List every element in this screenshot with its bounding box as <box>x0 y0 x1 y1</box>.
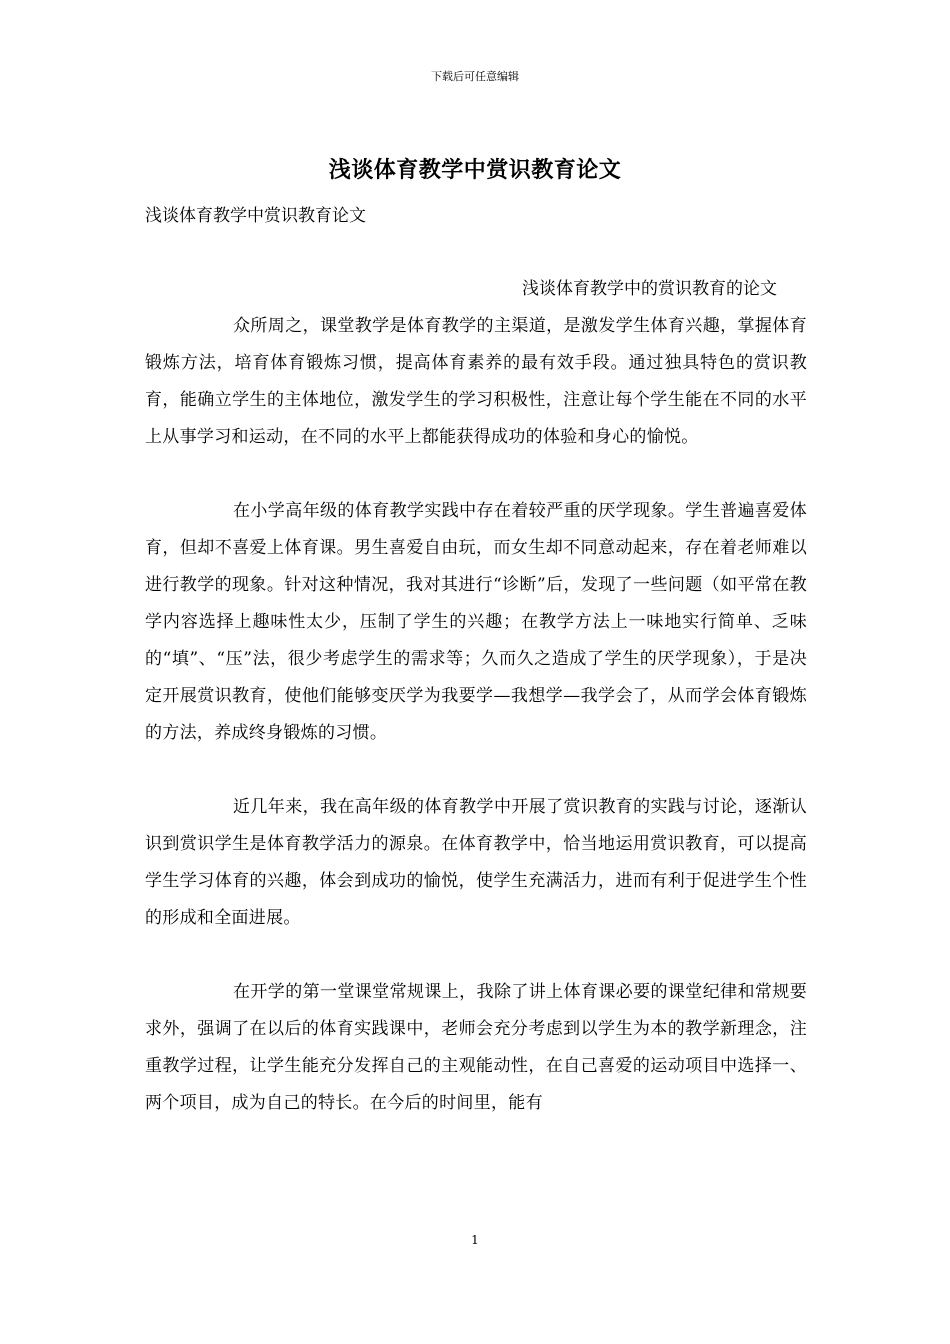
paragraph-4: 在开学的第一堂课堂常规课上，我除了讲上体育课必要的课堂纪律和常规要求外，强调了在以后的体育实践课中，老师会充分考虑到以学生为本的教学新理念，注重教学过程，让学生能充分发挥自己的主观能动性，在自己喜爱的运动项目中选择一、两个项目，成为自己的特长。在今后的时间里，能有 <box>145 982 807 1113</box>
paragraph-1: 众所周之，课堂教学是体育教学的主渠道，是激发学生体育兴趣，掌握体育锻炼方法，培育体育锻炼习惯，提高体育素养的最有效手段。通过独具特色的赏识教育，能确立学生的主体地位，激发学生的学习积极性，注意让每个学生能在不同的水平上从事学习和运动，在不同的水平上都能获得成功的体验和身心的愉悦。 <box>145 316 807 447</box>
section-heading: 浅谈体育教学中的赏识教育的论文 <box>522 279 777 299</box>
paragraph-spacer <box>145 456 807 493</box>
paragraph-3: 近几年来，我在高年级的体育教学中开展了赏识教育的实践与讨论，逐渐认识到赏识学生是体育教学活力的源泉。在体育教学中，恰当地运用赏识教育，可以提高学生学习体育的兴趣，体会到成功的愉悦，使学生充满活力，进而有利于促进学生个性的形成和全面进展。 <box>145 797 807 928</box>
paragraph-spacer <box>145 752 807 789</box>
document-title: 浅谈体育教学中赏识教育论文 <box>328 157 622 183</box>
paragraph-spacer <box>145 937 807 974</box>
page-number: 1 <box>471 1233 479 1247</box>
document-body <box>145 271 807 1122</box>
document-subtitle: 浅谈体育教学中赏识教育论文 <box>145 206 366 226</box>
paragraph-2: 在小学高年级的体育教学实践中存在着较严重的厌学现象。学生普遍喜爱体育，但却不喜爱上体育课。男生喜爱自由玩，而女生却不同意动起来，存在着老师难以进行教学的现象。针对这种情况，我对其进行“诊断”后，发现了一些问题（如平常在教学内容选择上趣味性太少，压制了学生的兴趣；在教学方法上一味地实行简单、乏味的“填”、“压”法，很少考虑学生的需求等；久而久之造成了学生的厌学现象），于是决定开展赏识教育，使他们能够变厌学为我要学—我想学—我学会了，从而学会体育锻炼的方法，养成终身锻炼的习惯。 <box>145 501 807 743</box>
header-note: 下载后可任意编辑 <box>431 70 519 83</box>
